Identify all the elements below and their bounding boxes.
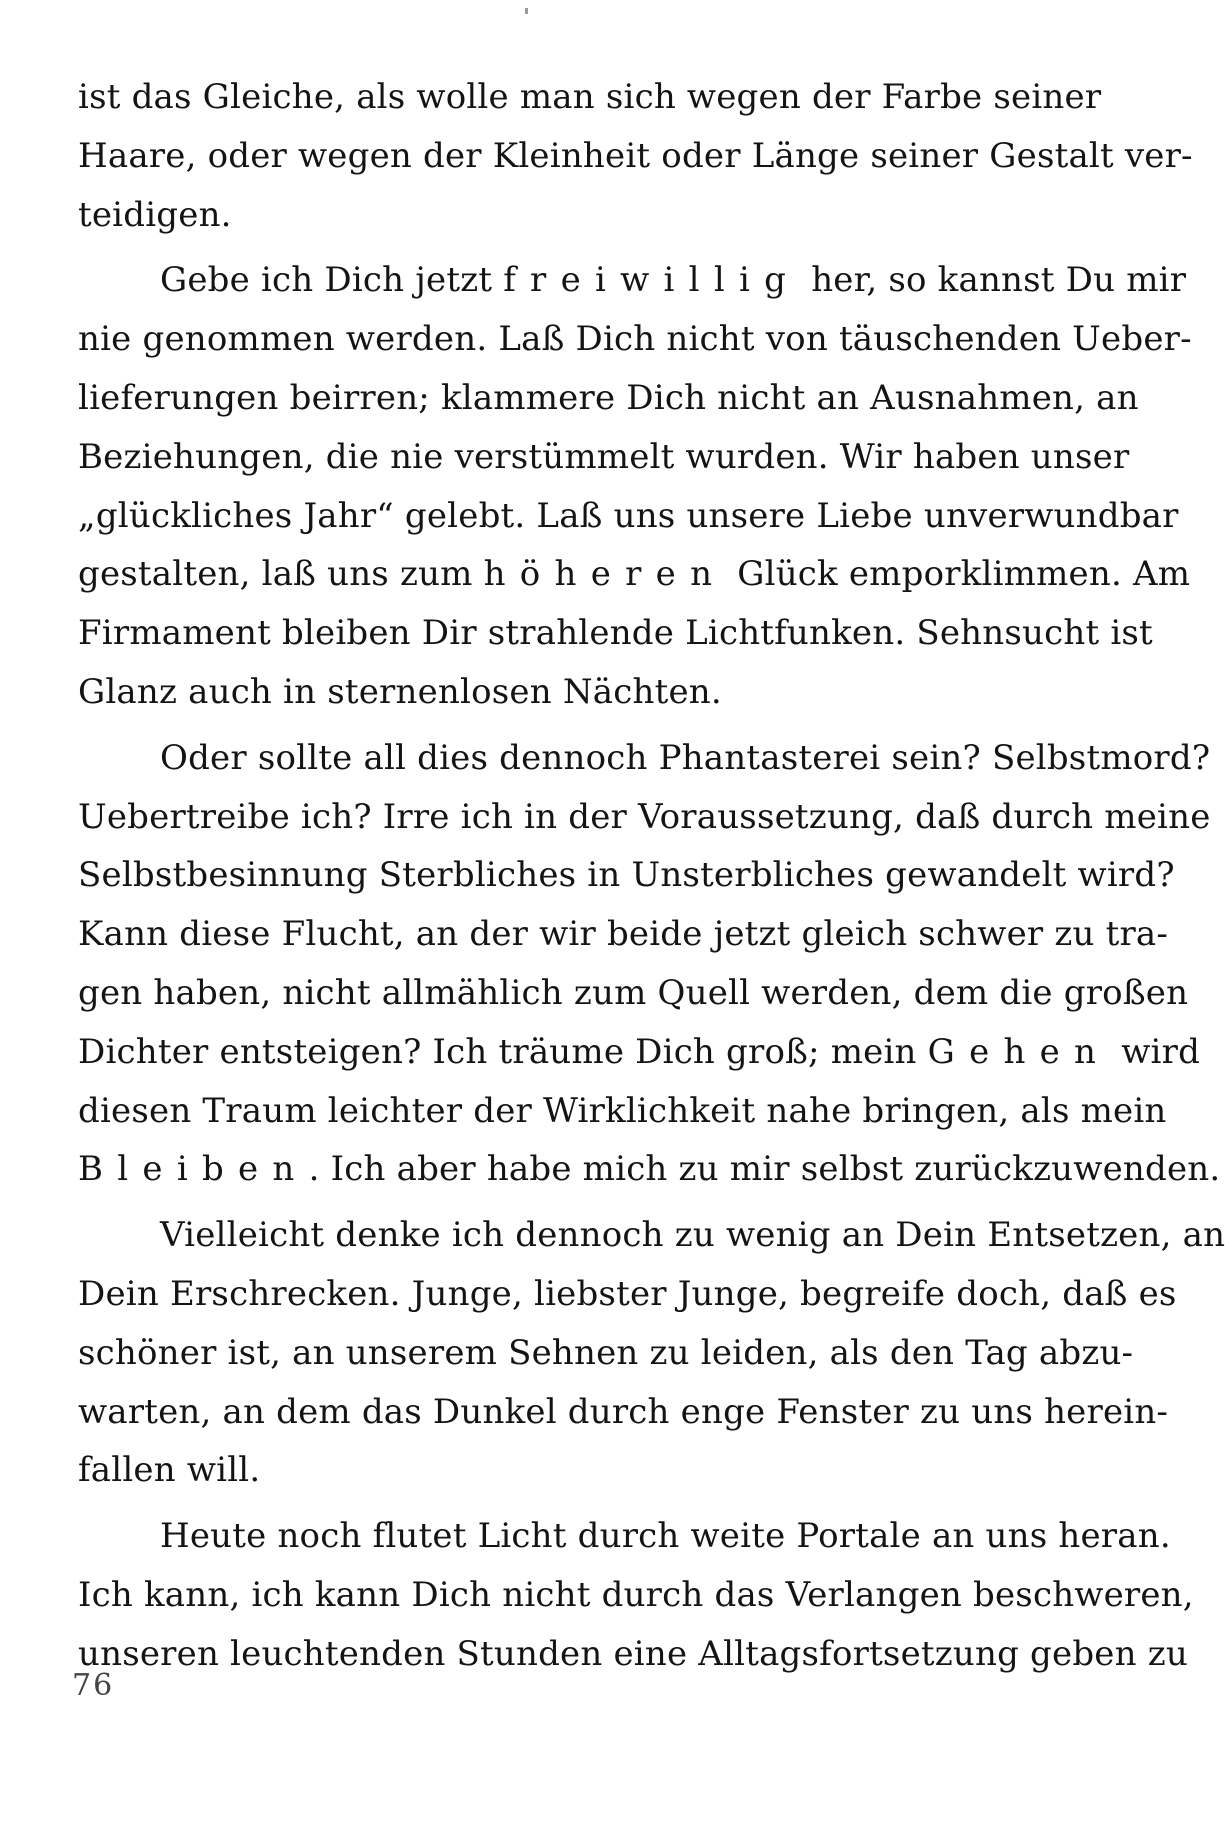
page-number: 76 [72,1668,115,1703]
text-line: ist das Gleiche, als wolle man sich wegen der Farbe seiner [78,77,1102,117]
text-line: Heute noch flutet Licht durch weite Portale an uns heran. [160,1516,1171,1557]
text-line: Glanz auch in sternenlosen Nächten. [78,671,722,712]
text-line: Beziehungen, die nie verstümmelt wurden. Wir haben unser [78,436,1130,477]
text-line: nie genommen werden. Laß Dich nicht von täuschenden Ueber- [78,319,1192,360]
emphasis-text: Bleiben [78,1149,309,1190]
text-line: Bleiben. Ich aber habe mich zu mir selbst zurückzuwenden. [78,1149,1221,1190]
paragraph-2 [78,251,1192,721]
text-line: Gebe ich Dich jetzt freiwillig her, so kannst Du mir [160,260,1187,301]
text-line: Selbstbesinnung Sterbliches in Unsterbliches gewandelt wird? [78,855,1175,896]
text-line: Ich kann, ich kann Dich nicht durch das Verlangen beschweren, [78,1574,1194,1615]
text-line: Haare, oder wegen der Kleinheit oder Länge seiner Gestalt ver- [78,135,1193,176]
paragraph-3 [78,729,1221,1199]
emphasis-text: freiwillig [503,260,801,301]
text-line: Vielleicht denke ich dennoch zu wenig an Dein Entsetzen, an [160,1215,1225,1256]
text-line: unseren leuchtenden Stunden eine Alltagsfortsetzung geben zu [78,1633,1188,1674]
text-line: lieferungen beirren; klammere Dich nicht an Ausnahmen, an [78,377,1139,418]
scan-mark [525,8,528,14]
text-line: gestalten, laß uns zum höheren Glück emporklimmen. Am [78,554,1191,595]
paragraph-4 [78,1206,1225,1500]
text-line: Oder sollte all dies dennoch Phantasterei sein? Selbstmord? [160,737,1211,778]
text-line: Firmament bleiben Dir strahlende Lichtfunken. Sehnsucht ist [78,613,1153,654]
text-line: Uebertreibe ich? Irre ich in der Voraussetzung, daß durch meine [78,796,1211,837]
text-line: Dein Erschrecken. Junge, liebster Junge, begreife doch, daß es [78,1273,1177,1314]
text-line: Kann diese Flucht, an der wir beide jetzt gleich schwer zu tra- [78,914,1169,955]
text-line: schöner ist, an unserem Sehnen zu leiden, als den Tag abzu- [78,1332,1134,1373]
text-line: teidigen. [78,194,232,235]
emphasis-text: höheren [483,554,727,595]
text-line: diesen Traum leichter der Wirklichkeit nahe bringen, als mein [78,1090,1167,1131]
text-line: „glückliches Jahr“ gelebt. Laß uns unsere Liebe unverwundbar [78,495,1179,536]
paragraph-5 [78,1507,1194,1683]
text-line: warten, an dem das Dunkel durch enge Fenster zu uns herein- [78,1391,1169,1432]
paragraph-1 [78,68,1193,244]
emphasis-text: Gehen [927,1031,1111,1072]
text-line: Dichter entsteigen? Ich träume Dich groß; mein Gehen wird [78,1031,1201,1072]
text-line: gen haben, nicht allmählich zum Quell werden, dem die großen [78,972,1189,1013]
text-line: fallen will. [78,1450,261,1491]
